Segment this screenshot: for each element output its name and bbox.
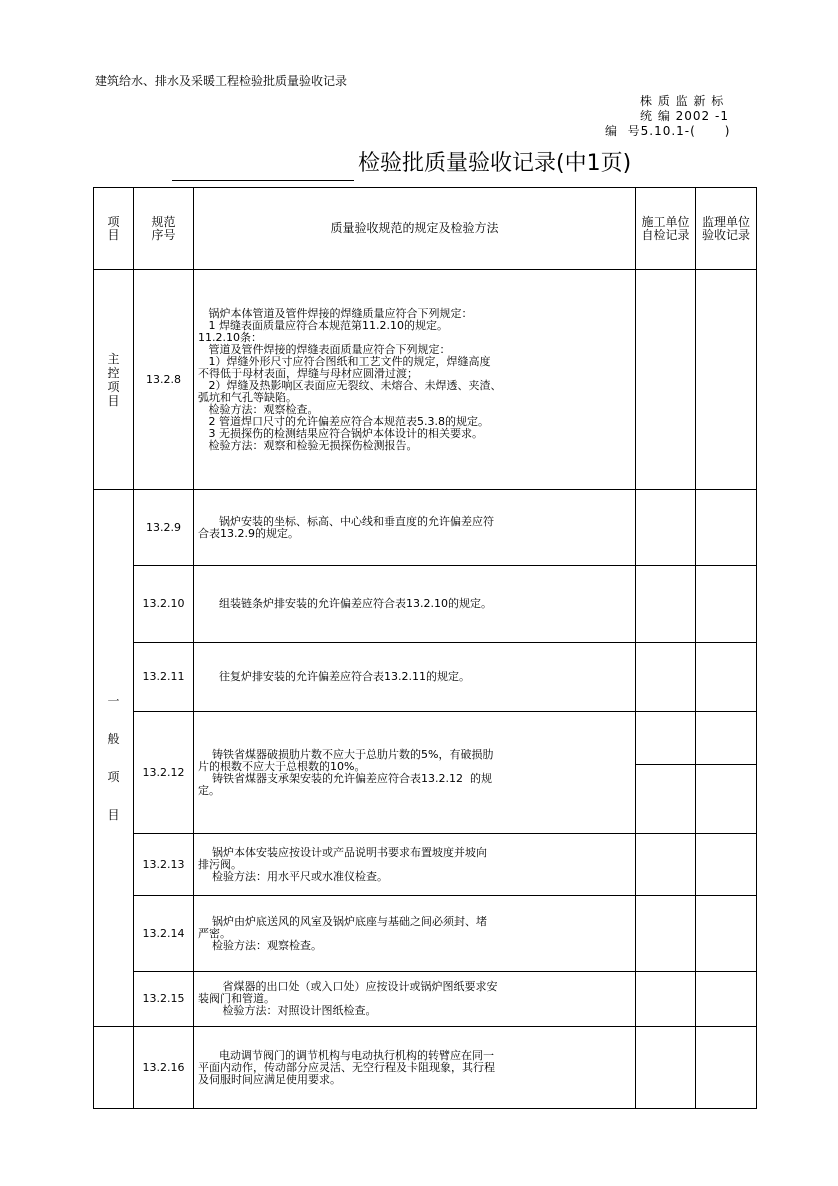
general-label (94, 490, 134, 1027)
supervisor-record-cell[interactable] (696, 1027, 757, 1109)
contractor-record-cell[interactable] (636, 896, 696, 972)
table-row (94, 972, 757, 1027)
general-label-char: 目 (107, 808, 120, 822)
supervisor-record-cell[interactable] (696, 712, 757, 765)
table-row (94, 834, 757, 896)
header-supervisor-record: 监理单位 验收记录 (696, 188, 757, 270)
supervisor-record-cell[interactable] (696, 643, 757, 712)
clause-number: 13.2.13 (134, 834, 194, 896)
general-label-continuation (94, 1027, 134, 1109)
contractor-record-cell[interactable] (636, 566, 696, 643)
supervisor-record-cell[interactable] (696, 566, 757, 643)
contractor-record-cell[interactable] (636, 1027, 696, 1109)
clause-text: 铸铁省煤器破损肋片数不应大于总肋片数的5%，有破损肋 片的根数不应大于总根数的10%。 铸铁省煤器支承架安装的允许偏差应符合表13.2.12 的规 定。 (194, 712, 636, 834)
table-row (94, 270, 757, 490)
table-row (94, 1027, 757, 1109)
clause-number: 13.2.9 (134, 490, 194, 566)
clause-text: 电动调节阀门的调节机构与电动执行机构的转臂应在同一 平面内动作，传动部分应灵活、无空行程及卡阻现象，其行程 及伺服时间应满足使用要求。 (194, 1027, 636, 1109)
clause-number: 13.2.15 (134, 972, 194, 1027)
supervisor-record-cell[interactable] (696, 834, 757, 896)
clause-number: 13.2.14 (134, 896, 194, 972)
contractor-record-cell[interactable] (636, 490, 696, 566)
main-control-label: 主 控 项 目 (94, 270, 134, 490)
contractor-record-cell[interactable] (636, 765, 696, 834)
form-code-line-1: 株 质 监 新 标 (640, 94, 725, 108)
clause-text: 锅炉由炉底送风的风室及锅炉底座与基础之间必须封、堵 严密。 检验方法：观察检查。 (194, 896, 636, 972)
supervisor-record-cell[interactable] (696, 490, 757, 566)
clause-text: 组装链条炉排安装的允许偏差应符合表13.2.10的规定。 (194, 566, 636, 643)
clause-number: 13.2.10 (134, 566, 194, 643)
supervisor-record-cell[interactable] (696, 765, 757, 834)
supervisor-record-cell[interactable] (696, 972, 757, 1027)
clause-number: 13.2.16 (134, 1027, 194, 1109)
general-label-char: 项 (107, 770, 120, 784)
inspection-table (93, 187, 757, 1109)
header-item: 项 目 (94, 188, 134, 270)
contractor-record-cell[interactable] (636, 972, 696, 1027)
title-underline (172, 180, 354, 181)
table-row (94, 712, 757, 765)
header-contractor-record: 施工单位 自检记录 (636, 188, 696, 270)
supervisor-record-cell[interactable] (696, 270, 757, 490)
form-code-line-3: 编 号5.10.1-( ) (605, 124, 731, 138)
page-title: 检验批质量验收记录(中1页) (358, 151, 632, 176)
clause-number: 13.2.12 (134, 712, 194, 834)
clause-text: 锅炉本体管道及管件焊接的焊缝质量应符合下列规定： 1 焊缝表面质量应符合本规范第11.2.10的规定。 11.2.10条： 管道及管件焊接的焊缝表面质量应符合下列规定： 1）焊缝外形尺寸应符合图纸和工艺文件的规定，焊缝高度 不得低于母材表面，焊缝与母材应圆滑过渡； 2）焊缝及热影响区表面应无裂纹、未熔合、未焊透、夹渣、 弧坑和气孔等缺陷。 检验方法：观察检查。 2 管道焊口尺寸的允许偏差应符合本规范表5.3.8的规定。 3 无损探伤的检测结果应符合锅炉本体设计的相关要求。 检验方法：观察和检验无损探伤检测报告。 (194, 270, 636, 490)
table-row (94, 490, 757, 566)
clause-text: 省煤器的出口处（或入口处）应按设计或锅炉图纸要求安 装阀门和管道。 检验方法：对照设计图纸检查。 (194, 972, 636, 1027)
contractor-record-cell[interactable] (636, 834, 696, 896)
form-series-title: 建筑给水、排水及采暖工程检验批质量验收记录 (95, 74, 348, 88)
contractor-record-cell[interactable] (636, 270, 696, 490)
form-code-line-2: 统 编 2002 -1 (640, 109, 729, 123)
table-row (94, 566, 757, 643)
clause-text: 锅炉安装的坐标、标高、中心线和垂直度的允许偏差应符 合表13.2.9的规定。 (194, 490, 636, 566)
table-row (94, 896, 757, 972)
contractor-record-cell[interactable] (636, 643, 696, 712)
clause-text: 往复炉排安装的允许偏差应符合表13.2.11的规定。 (194, 643, 636, 712)
table-header-row (94, 188, 757, 270)
header-method: 质量验收规范的规定及检验方法 (194, 188, 636, 270)
table-row (94, 643, 757, 712)
general-label-char: 般 (107, 732, 120, 746)
clause-number: 13.2.8 (134, 270, 194, 490)
supervisor-record-cell[interactable] (696, 896, 757, 972)
contractor-record-cell[interactable] (636, 712, 696, 765)
header-clause: 规范 序号 (134, 188, 194, 270)
clause-text: 锅炉本体安装应按设计或产品说明书要求布置坡度并坡向 排污阀。 检验方法：用水平尺或水准仪检查。 (194, 834, 636, 896)
clause-number: 13.2.11 (134, 643, 194, 712)
general-label-char: 一 (107, 694, 120, 708)
